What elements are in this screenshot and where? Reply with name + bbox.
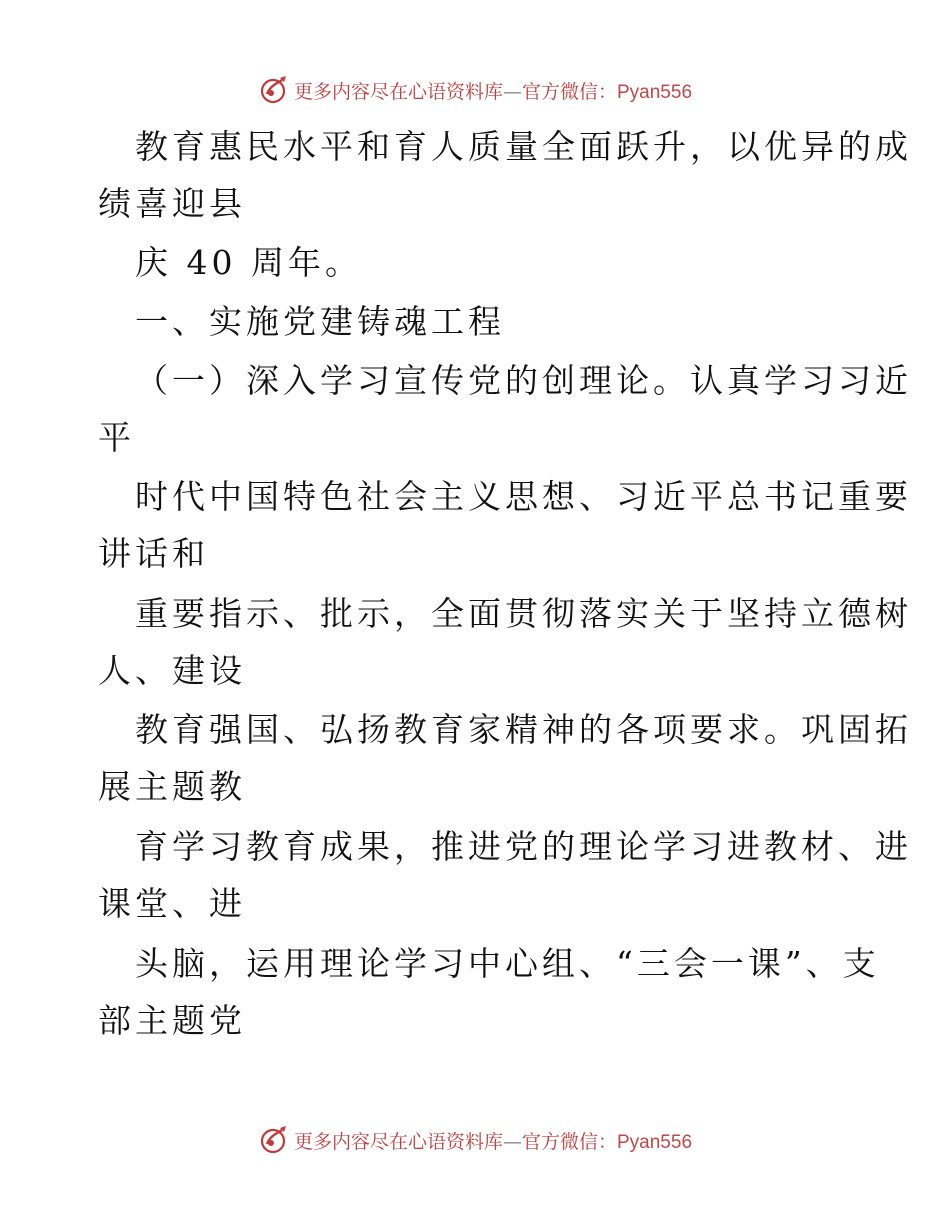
text-line: 头脑，运用理论学习中心组、“三会一课”、支 <box>135 944 880 983</box>
text-line: 展主题教 <box>98 767 246 806</box>
text-line: 人、建设 <box>98 651 246 690</box>
text-line: 教育惠民水平和育人质量全面跃升，以优异的成 <box>135 127 912 166</box>
text-line: 讲话和 <box>98 534 209 573</box>
text-line: 教育强国、弘扬教育家精神的各项要求。巩固拓 <box>135 710 912 749</box>
pen-nib-swirl-icon <box>258 74 290 106</box>
section-heading: 一、实施党建铸魂工程 <box>135 302 505 341</box>
text-line: 育学习教育成果，推进党的理论学习进教材、进 <box>135 827 912 866</box>
text-line: 绩喜迎县 <box>98 184 246 223</box>
header-watermark <box>0 70 950 110</box>
text-line: 时代中国特色社会主义思想、习近平总书记重要 <box>135 477 912 516</box>
watermark-text: 更多内容尽在心语资料库—官方微信：Pyan556 <box>293 1130 693 1153</box>
text-line: 部主题党 <box>98 1001 246 1040</box>
text-line: 庆 40 周年。 <box>135 243 362 282</box>
text-line: 课堂、进 <box>98 884 246 923</box>
pen-nib-swirl-icon <box>258 1124 290 1156</box>
text-line: （一）深入学习宣传党的创理论。认真学习习近 <box>135 361 912 400</box>
text-line: 平 <box>98 418 135 457</box>
watermark-text: 更多内容尽在心语资料库—官方微信：Pyan556 <box>293 80 693 103</box>
footer-watermark <box>0 1120 950 1160</box>
text-line: 重要指示、批示，全面贯彻落实关于坚持立德树 <box>135 594 912 633</box>
